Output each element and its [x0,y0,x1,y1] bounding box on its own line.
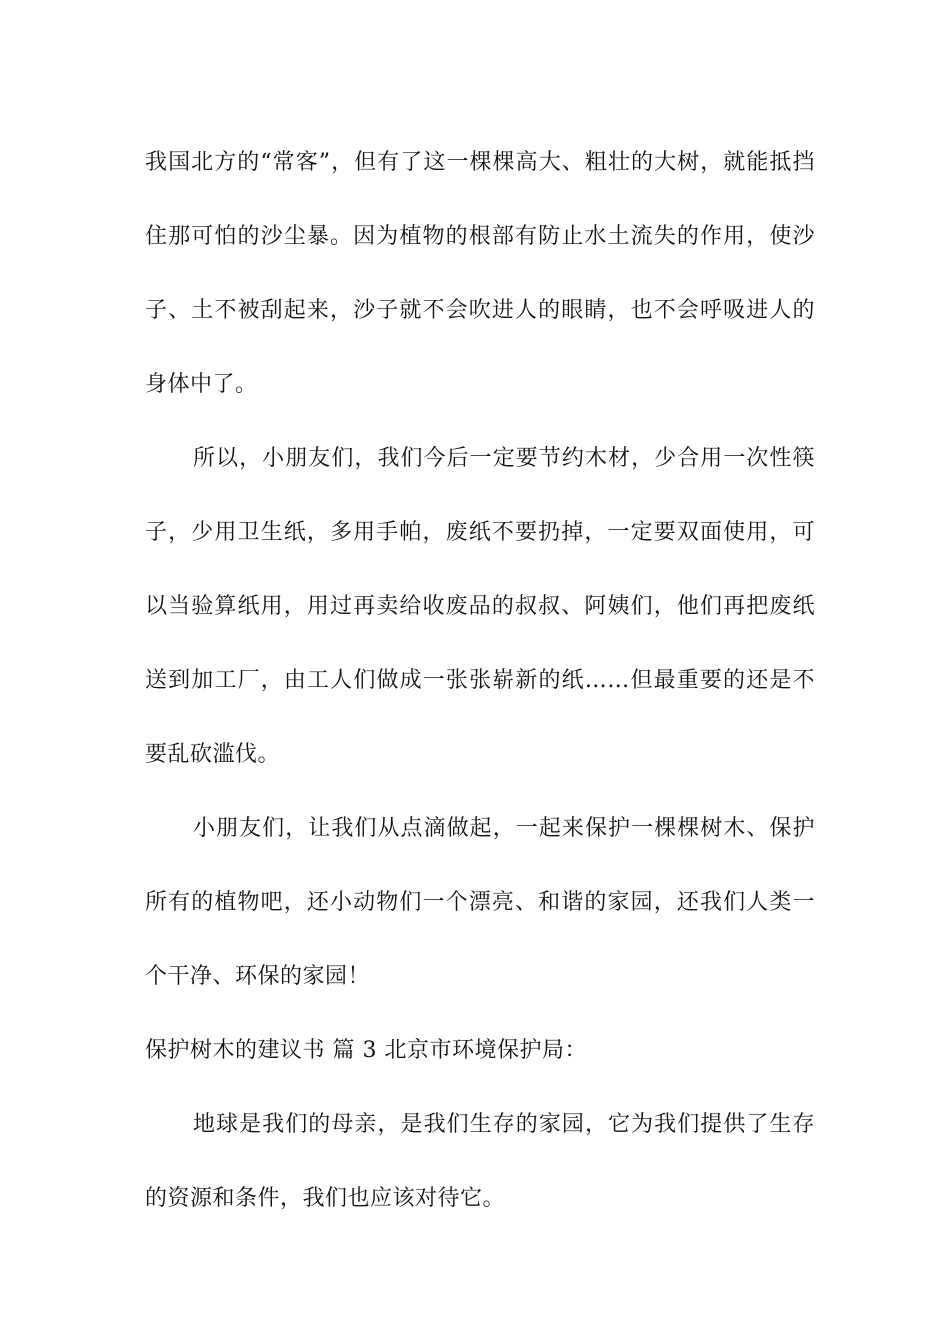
paragraph-earth-mother: 地球是我们的母亲，是我们生存的家园，它为我们提供了生存的资源和条件，我们也应该对待它。 [145,1112,815,1211]
paragraph-continuation: 我国北方的“常客”，但有了这一棵棵高大、粗壮的大树，就能抵挡住那可怕的沙尘暴。因为植物的根部有防止水土流失的作用，使沙子、土不被刮起来，沙子就不会吹进人的眼睛，也不会呼吸进人的身体中了。 [145,150,815,397]
document-body [145,126,815,1236]
section-heading: 保护树木的建议书 篇 3 北京市环境保护局： [145,1038,587,1063]
paragraph-saving-wood: 所以，小朋友们，我们今后一定要节约木材，少合用一次性筷子，少用卫生纸，多用手帕，废纸不要扔掉，一定要双面使用，可以当验算纸用，用过再卖给收废品的叔叔、阿姨们，他们再把废纸送到加工厂，由工人们做成一张张崭新的纸……但最重要的还是不要乱砍滥伐。 [145,446,815,767]
paragraph-protect-plants: 小朋友们，让我们从点滴做起，一起来保护一棵棵树木、保护所有的植物吧，还小动物们一个漂亮、和谐的家园，还我们人类一个干净、环保的家园！ [145,816,815,989]
